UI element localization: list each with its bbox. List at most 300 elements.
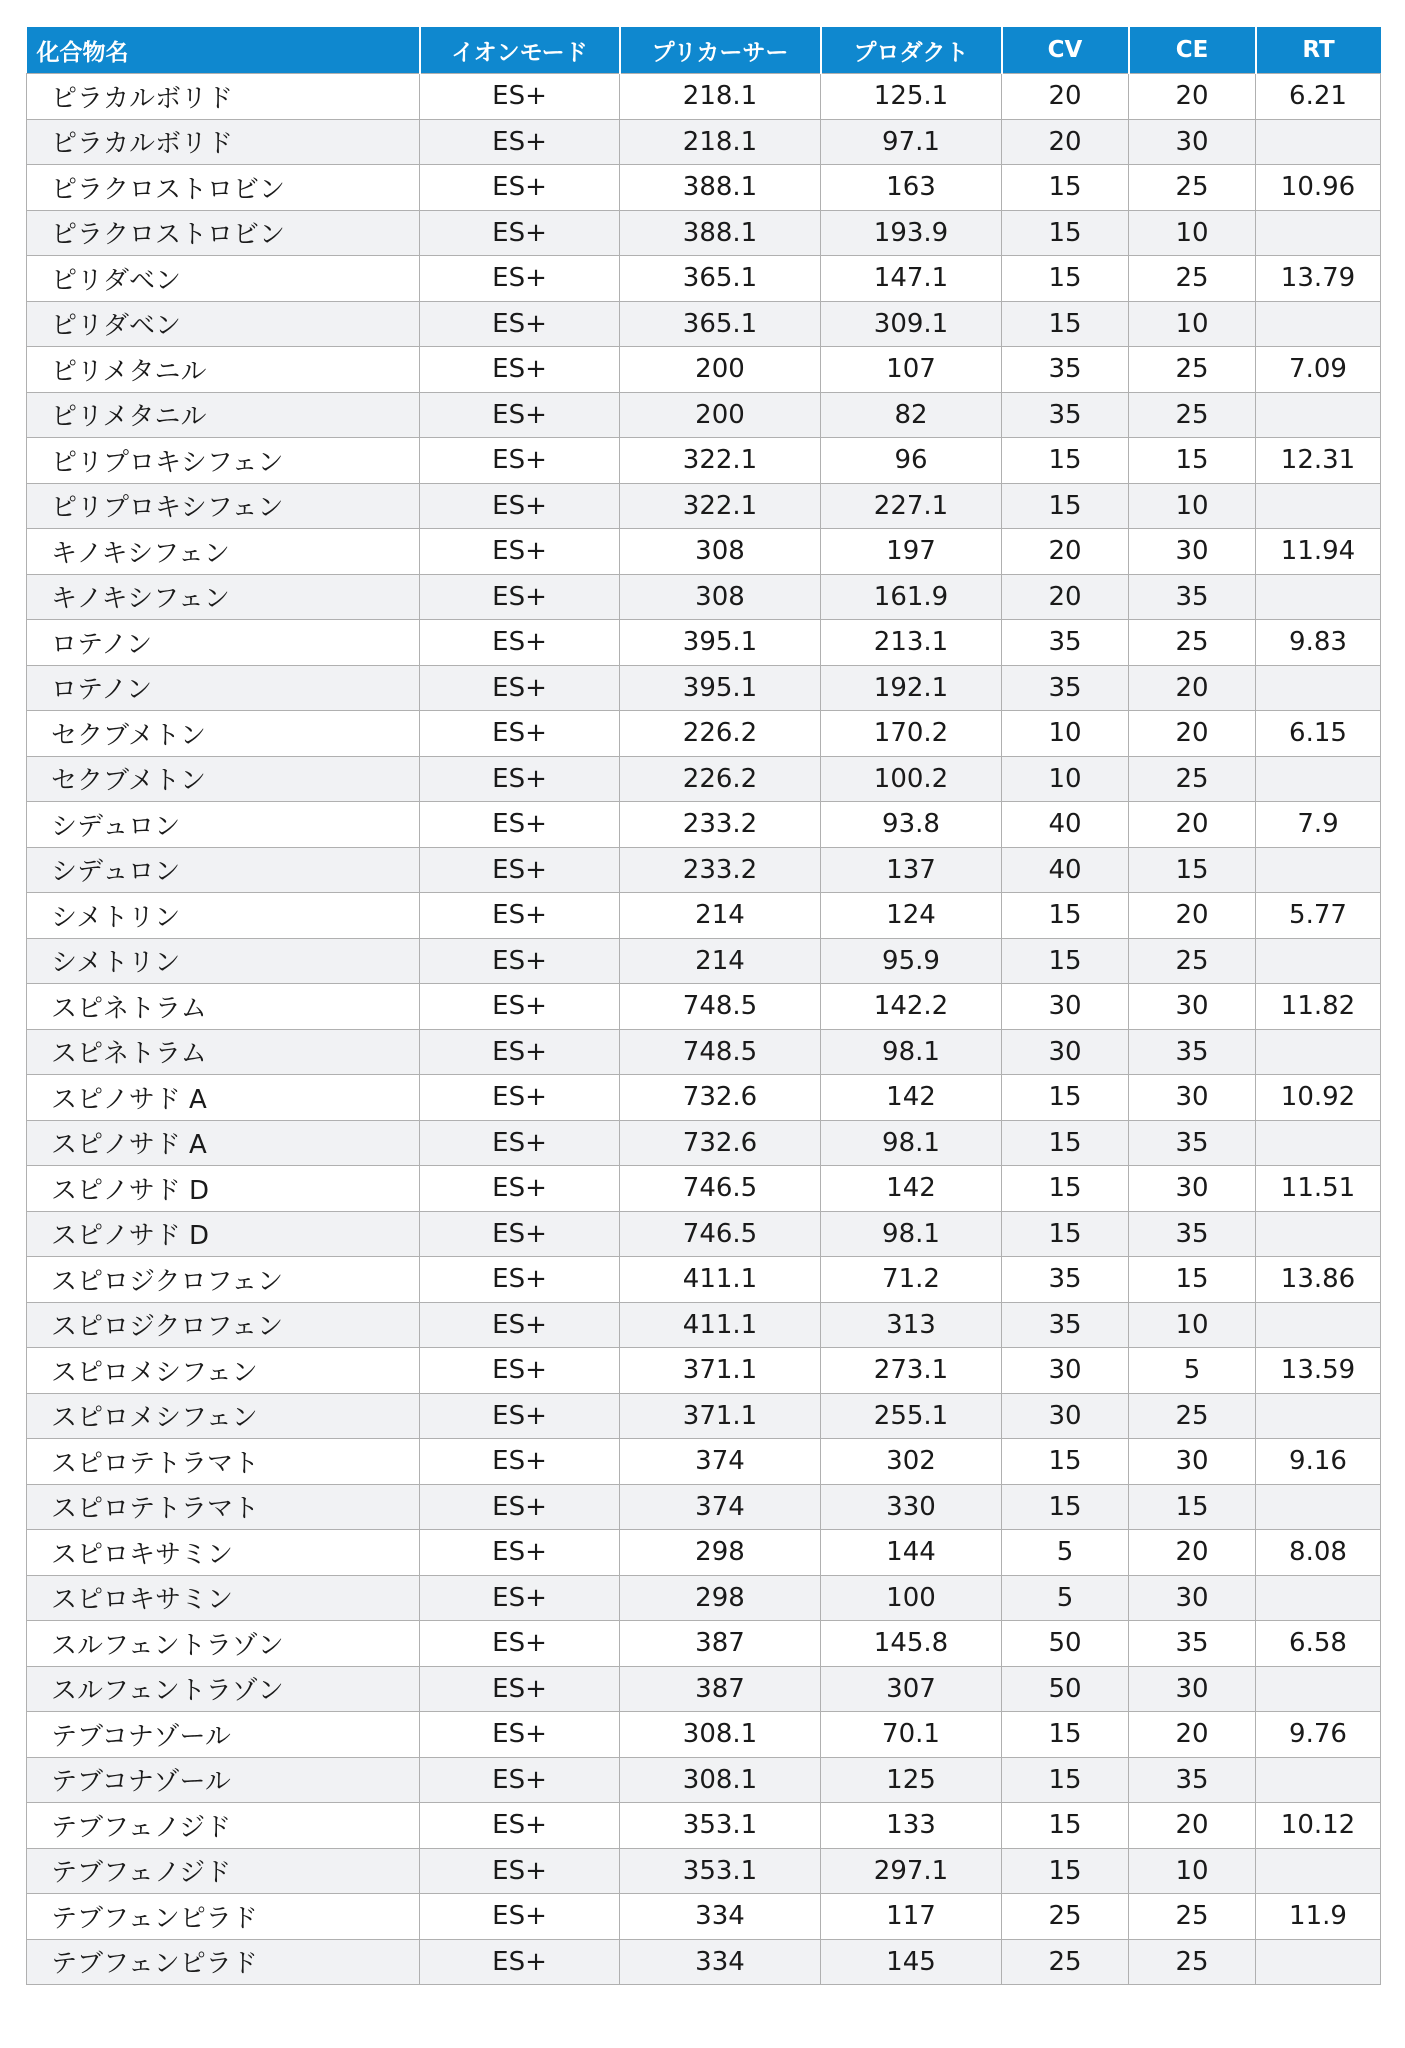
table-row (27, 1257, 1381, 1303)
ion-mode-cell: ES+ (420, 1530, 620, 1576)
cv-cell: 15 (1002, 1075, 1129, 1121)
ce-cell: 20 (1129, 74, 1256, 120)
cv-cell: 35 (1002, 1302, 1129, 1348)
table-row (27, 1029, 1381, 1075)
ce-cell: 30 (1129, 1075, 1256, 1121)
precursor-cell: 387 (620, 1621, 821, 1667)
cv-cell: 20 (1002, 119, 1129, 165)
rt-cell (1256, 1484, 1381, 1530)
precursor-cell: 746.5 (620, 1211, 821, 1257)
table-row (27, 1530, 1381, 1576)
product-cell: 70.1 (821, 1712, 1002, 1758)
header-ion-mode: イオンモード (420, 27, 620, 74)
precursor-cell: 308 (620, 529, 821, 575)
table-row (27, 529, 1381, 575)
product-cell: 163 (821, 165, 1002, 211)
ion-mode-cell: ES+ (420, 438, 620, 484)
rt-cell (1256, 847, 1381, 893)
product-cell: 330 (821, 1484, 1002, 1530)
precursor-cell: 387 (620, 1666, 821, 1712)
precursor-cell: 334 (620, 1939, 821, 1985)
precursor-cell: 308.1 (620, 1757, 821, 1803)
compound-name-cell: スピノサド D (27, 1211, 420, 1257)
ion-mode-cell: ES+ (420, 256, 620, 302)
product-cell: 213.1 (821, 620, 1002, 666)
compound-name-cell: スルフェントラゾン (27, 1621, 420, 1667)
ion-mode-cell: ES+ (420, 1120, 620, 1166)
table-row (27, 711, 1381, 757)
ion-mode-cell: ES+ (420, 347, 620, 393)
precursor-cell: 214 (620, 938, 821, 984)
precursor-cell: 732.6 (620, 1120, 821, 1166)
table-row (27, 256, 1381, 302)
ion-mode-cell: ES+ (420, 1166, 620, 1212)
compound-name-cell: ピラクロストロビン (27, 165, 420, 211)
rt-cell: 6.21 (1256, 74, 1381, 120)
product-cell: 125 (821, 1757, 1002, 1803)
ce-cell: 25 (1129, 756, 1256, 802)
ion-mode-cell: ES+ (420, 1575, 620, 1621)
table-row (27, 1939, 1381, 1985)
cv-cell: 15 (1002, 1120, 1129, 1166)
product-cell: 107 (821, 347, 1002, 393)
precursor-cell: 200 (620, 392, 821, 438)
compound-name-cell: ピリダベン (27, 301, 420, 347)
precursor-cell: 365.1 (620, 256, 821, 302)
ce-cell: 20 (1129, 1803, 1256, 1849)
cv-cell: 40 (1002, 802, 1129, 848)
ce-cell: 25 (1129, 938, 1256, 984)
table-row (27, 1166, 1381, 1212)
product-cell: 227.1 (821, 483, 1002, 529)
rt-cell (1256, 938, 1381, 984)
ion-mode-cell: ES+ (420, 756, 620, 802)
rt-cell (1256, 665, 1381, 711)
table-body (27, 74, 1381, 1985)
cv-cell: 30 (1002, 1029, 1129, 1075)
ce-cell: 15 (1129, 1257, 1256, 1303)
cv-cell: 50 (1002, 1666, 1129, 1712)
product-cell: 297.1 (821, 1848, 1002, 1894)
product-cell: 147.1 (821, 256, 1002, 302)
product-cell: 273.1 (821, 1348, 1002, 1394)
ion-mode-cell: ES+ (420, 893, 620, 939)
table-row (27, 1348, 1381, 1394)
ion-mode-cell: ES+ (420, 1075, 620, 1121)
cv-cell: 40 (1002, 847, 1129, 893)
ce-cell: 20 (1129, 665, 1256, 711)
ce-cell: 25 (1129, 1894, 1256, 1940)
precursor-cell: 218.1 (620, 74, 821, 120)
cv-cell: 35 (1002, 620, 1129, 666)
table-row (27, 984, 1381, 1030)
precursor-cell: 308 (620, 574, 821, 620)
compound-name-cell: キノキシフェン (27, 574, 420, 620)
compound-name-cell: スピロテトラマト (27, 1484, 420, 1530)
compound-name-cell: スルフェントラゾン (27, 1666, 420, 1712)
rt-cell (1256, 1575, 1381, 1621)
product-cell: 98.1 (821, 1211, 1002, 1257)
precursor-cell: 365.1 (620, 301, 821, 347)
ion-mode-cell: ES+ (420, 1302, 620, 1348)
precursor-cell: 218.1 (620, 119, 821, 165)
table-row (27, 665, 1381, 711)
ion-mode-cell: ES+ (420, 119, 620, 165)
rt-cell (1256, 119, 1381, 165)
ce-cell: 20 (1129, 893, 1256, 939)
ce-cell: 5 (1129, 1348, 1256, 1394)
cv-cell: 15 (1002, 301, 1129, 347)
rt-cell: 11.82 (1256, 984, 1381, 1030)
product-cell: 197 (821, 529, 1002, 575)
rt-cell (1256, 574, 1381, 620)
compound-name-cell: ピラクロストロビン (27, 210, 420, 256)
rt-cell: 11.9 (1256, 1894, 1381, 1940)
ion-mode-cell: ES+ (420, 1712, 620, 1758)
cv-cell: 30 (1002, 984, 1129, 1030)
compound-name-cell: スピロキサミン (27, 1575, 420, 1621)
ce-cell: 20 (1129, 802, 1256, 848)
product-cell: 170.2 (821, 711, 1002, 757)
ion-mode-cell: ES+ (420, 620, 620, 666)
product-cell: 145.8 (821, 1621, 1002, 1667)
header-compound-name: 化合物名 (27, 27, 420, 74)
precursor-cell: 371.1 (620, 1393, 821, 1439)
table-row (27, 438, 1381, 484)
product-cell: 192.1 (821, 665, 1002, 711)
rt-cell (1256, 1393, 1381, 1439)
ion-mode-cell: ES+ (420, 165, 620, 211)
precursor-cell: 411.1 (620, 1302, 821, 1348)
product-cell: 307 (821, 1666, 1002, 1712)
ion-mode-cell: ES+ (420, 847, 620, 893)
table-row (27, 1393, 1381, 1439)
rt-cell (1256, 1939, 1381, 1985)
table-row (27, 392, 1381, 438)
rt-cell: 11.51 (1256, 1166, 1381, 1212)
product-cell: 302 (821, 1439, 1002, 1485)
ion-mode-cell: ES+ (420, 1894, 620, 1940)
precursor-cell: 374 (620, 1439, 821, 1485)
cv-cell: 30 (1002, 1393, 1129, 1439)
precursor-cell: 233.2 (620, 802, 821, 848)
ion-mode-cell: ES+ (420, 1257, 620, 1303)
precursor-cell: 233.2 (620, 847, 821, 893)
rt-cell: 11.94 (1256, 529, 1381, 575)
cv-cell: 15 (1002, 256, 1129, 302)
product-cell: 117 (821, 1894, 1002, 1940)
rt-cell: 13.86 (1256, 1257, 1381, 1303)
rt-cell: 10.92 (1256, 1075, 1381, 1121)
rt-cell (1256, 483, 1381, 529)
rt-cell: 5.77 (1256, 893, 1381, 939)
compound-name-cell: セクブメトン (27, 756, 420, 802)
ce-cell: 25 (1129, 392, 1256, 438)
compound-name-cell: ロテノン (27, 620, 420, 666)
table-row (27, 938, 1381, 984)
ion-mode-cell: ES+ (420, 74, 620, 120)
compound-name-cell: スピロジクロフェン (27, 1302, 420, 1348)
ce-cell: 20 (1129, 1712, 1256, 1758)
precursor-cell: 411.1 (620, 1257, 821, 1303)
product-cell: 98.1 (821, 1120, 1002, 1166)
compound-name-cell: キノキシフェン (27, 529, 420, 575)
cv-cell: 20 (1002, 74, 1129, 120)
ion-mode-cell: ES+ (420, 1029, 620, 1075)
compound-name-cell: ピリダベン (27, 256, 420, 302)
table-row (27, 1439, 1381, 1485)
precursor-cell: 732.6 (620, 1075, 821, 1121)
compound-name-cell: ピリプロキシフェン (27, 438, 420, 484)
compound-name-cell: スピネトラム (27, 984, 420, 1030)
table-row (27, 74, 1381, 120)
rt-cell (1256, 1302, 1381, 1348)
rt-cell: 7.09 (1256, 347, 1381, 393)
cv-cell: 15 (1002, 1712, 1129, 1758)
table-row (27, 1803, 1381, 1849)
rt-cell (1256, 1666, 1381, 1712)
product-cell: 142 (821, 1075, 1002, 1121)
compound-name-cell: テブコナゾール (27, 1712, 420, 1758)
precursor-cell: 388.1 (620, 210, 821, 256)
table-row (27, 620, 1381, 666)
ion-mode-cell: ES+ (420, 984, 620, 1030)
rt-cell: 13.59 (1256, 1348, 1381, 1394)
cv-cell: 35 (1002, 392, 1129, 438)
precursor-cell: 374 (620, 1484, 821, 1530)
table-row (27, 1894, 1381, 1940)
cv-cell: 15 (1002, 1803, 1129, 1849)
ion-mode-cell: ES+ (420, 1757, 620, 1803)
product-cell: 82 (821, 392, 1002, 438)
ce-cell: 20 (1129, 1530, 1256, 1576)
rt-cell (1256, 392, 1381, 438)
cv-cell: 15 (1002, 893, 1129, 939)
cv-cell: 5 (1002, 1575, 1129, 1621)
table-row (27, 1575, 1381, 1621)
table-row (27, 1075, 1381, 1121)
rt-cell (1256, 1211, 1381, 1257)
ion-mode-cell: ES+ (420, 483, 620, 529)
rt-cell (1256, 1757, 1381, 1803)
cv-cell: 35 (1002, 1257, 1129, 1303)
precursor-cell: 388.1 (620, 165, 821, 211)
precursor-cell: 214 (620, 893, 821, 939)
ce-cell: 30 (1129, 119, 1256, 165)
product-cell: 193.9 (821, 210, 1002, 256)
precursor-cell: 308.1 (620, 1712, 821, 1758)
compound-name-cell: セクブメトン (27, 711, 420, 757)
header-product: プロダクト (821, 27, 1002, 74)
header-precursor: プリカーサー (620, 27, 821, 74)
product-cell: 142.2 (821, 984, 1002, 1030)
precursor-cell: 322.1 (620, 483, 821, 529)
table-row (27, 802, 1381, 848)
precursor-cell: 334 (620, 1894, 821, 1940)
compound-name-cell: スピロジクロフェン (27, 1257, 420, 1303)
rt-cell: 9.76 (1256, 1712, 1381, 1758)
ce-cell: 15 (1129, 438, 1256, 484)
ce-cell: 30 (1129, 1166, 1256, 1212)
table-row (27, 893, 1381, 939)
ce-cell: 25 (1129, 1939, 1256, 1985)
compound-name-cell: ピリメタニル (27, 392, 420, 438)
compound-name-cell: テブフェノジド (27, 1803, 420, 1849)
compound-table (26, 27, 1381, 1985)
precursor-cell: 353.1 (620, 1848, 821, 1894)
rt-cell: 10.12 (1256, 1803, 1381, 1849)
ce-cell: 25 (1129, 620, 1256, 666)
table-row (27, 1712, 1381, 1758)
table-row (27, 1302, 1381, 1348)
rt-cell (1256, 210, 1381, 256)
compound-name-cell: シメトリン (27, 893, 420, 939)
product-cell: 125.1 (821, 74, 1002, 120)
cv-cell: 15 (1002, 210, 1129, 256)
ion-mode-cell: ES+ (420, 1393, 620, 1439)
ion-mode-cell: ES+ (420, 1939, 620, 1985)
ce-cell: 35 (1129, 1757, 1256, 1803)
cv-cell: 20 (1002, 574, 1129, 620)
cv-cell: 15 (1002, 1166, 1129, 1212)
table-row (27, 756, 1381, 802)
rt-cell: 9.16 (1256, 1439, 1381, 1485)
ce-cell: 35 (1129, 1211, 1256, 1257)
cv-cell: 20 (1002, 529, 1129, 575)
compound-name-cell: スピロキサミン (27, 1530, 420, 1576)
table-row (27, 301, 1381, 347)
product-cell: 142 (821, 1166, 1002, 1212)
table-row (27, 347, 1381, 393)
ion-mode-cell: ES+ (420, 1848, 620, 1894)
rt-cell (1256, 756, 1381, 802)
table-row (27, 1621, 1381, 1667)
product-cell: 137 (821, 847, 1002, 893)
rt-cell: 6.58 (1256, 1621, 1381, 1667)
cv-cell: 10 (1002, 756, 1129, 802)
ion-mode-cell: ES+ (420, 1484, 620, 1530)
ce-cell: 25 (1129, 256, 1256, 302)
compound-name-cell: テブフェンピラド (27, 1939, 420, 1985)
compound-name-cell: シデュロン (27, 847, 420, 893)
table-row (27, 1848, 1381, 1894)
compound-name-cell: スピロメシフェン (27, 1348, 420, 1394)
precursor-cell: 748.5 (620, 984, 821, 1030)
compound-name-cell: シメトリン (27, 938, 420, 984)
ce-cell: 35 (1129, 1621, 1256, 1667)
compound-name-cell: スピロテトラマト (27, 1439, 420, 1485)
rt-cell (1256, 1029, 1381, 1075)
table-row (27, 1484, 1381, 1530)
cv-cell: 15 (1002, 1439, 1129, 1485)
rt-cell: 9.83 (1256, 620, 1381, 666)
cv-cell: 15 (1002, 938, 1129, 984)
ion-mode-cell: ES+ (420, 392, 620, 438)
ion-mode-cell: ES+ (420, 210, 620, 256)
product-cell: 100.2 (821, 756, 1002, 802)
ion-mode-cell: ES+ (420, 1348, 620, 1394)
ion-mode-cell: ES+ (420, 1439, 620, 1485)
ion-mode-cell: ES+ (420, 529, 620, 575)
ion-mode-cell: ES+ (420, 301, 620, 347)
cv-cell: 35 (1002, 347, 1129, 393)
ion-mode-cell: ES+ (420, 1211, 620, 1257)
product-cell: 133 (821, 1803, 1002, 1849)
ce-cell: 35 (1129, 1029, 1256, 1075)
table-row (27, 165, 1381, 211)
ce-cell: 10 (1129, 210, 1256, 256)
compound-name-cell: スピノサド D (27, 1166, 420, 1212)
rt-cell (1256, 1120, 1381, 1166)
ce-cell: 35 (1129, 1120, 1256, 1166)
product-cell: 100 (821, 1575, 1002, 1621)
rt-cell: 13.79 (1256, 256, 1381, 302)
product-cell: 145 (821, 1939, 1002, 1985)
precursor-cell: 322.1 (620, 438, 821, 484)
compound-name-cell: スピネトラム (27, 1029, 420, 1075)
compound-name-cell: スピノサド A (27, 1120, 420, 1166)
product-cell: 93.8 (821, 802, 1002, 848)
product-cell: 124 (821, 893, 1002, 939)
header-rt: RT (1256, 27, 1381, 74)
ce-cell: 30 (1129, 984, 1256, 1030)
rt-cell: 7.9 (1256, 802, 1381, 848)
ce-cell: 10 (1129, 483, 1256, 529)
compound-name-cell: テブフェンピラド (27, 1894, 420, 1940)
product-cell: 98.1 (821, 1029, 1002, 1075)
table-row (27, 1120, 1381, 1166)
table-row (27, 483, 1381, 529)
ion-mode-cell: ES+ (420, 574, 620, 620)
rt-cell (1256, 1848, 1381, 1894)
cv-cell: 15 (1002, 1484, 1129, 1530)
precursor-cell: 298 (620, 1530, 821, 1576)
ce-cell: 30 (1129, 1666, 1256, 1712)
cv-cell: 15 (1002, 1757, 1129, 1803)
ce-cell: 10 (1129, 301, 1256, 347)
ce-cell: 10 (1129, 1848, 1256, 1894)
ce-cell: 25 (1129, 347, 1256, 393)
rt-cell: 6.15 (1256, 711, 1381, 757)
product-cell: 255.1 (821, 1393, 1002, 1439)
cv-cell: 10 (1002, 711, 1129, 757)
ion-mode-cell: ES+ (420, 1803, 620, 1849)
precursor-cell: 395.1 (620, 665, 821, 711)
table-row (27, 210, 1381, 256)
table-row (27, 847, 1381, 893)
ce-cell: 20 (1129, 711, 1256, 757)
ion-mode-cell: ES+ (420, 802, 620, 848)
table-row (27, 119, 1381, 165)
cv-cell: 15 (1002, 165, 1129, 211)
precursor-cell: 298 (620, 1575, 821, 1621)
ion-mode-cell: ES+ (420, 1666, 620, 1712)
cv-cell: 30 (1002, 1348, 1129, 1394)
ion-mode-cell: ES+ (420, 938, 620, 984)
ce-cell: 25 (1129, 165, 1256, 211)
compound-name-cell: スピノサド A (27, 1075, 420, 1121)
ce-cell: 25 (1129, 1393, 1256, 1439)
compound-name-cell: テブコナゾール (27, 1757, 420, 1803)
cv-cell: 50 (1002, 1621, 1129, 1667)
cv-cell: 35 (1002, 665, 1129, 711)
cv-cell: 15 (1002, 1211, 1129, 1257)
compound-name-cell: スピロメシフェン (27, 1393, 420, 1439)
rt-cell: 12.31 (1256, 438, 1381, 484)
rt-cell: 8.08 (1256, 1530, 1381, 1576)
compound-name-cell: テブフェノジド (27, 1848, 420, 1894)
compound-name-cell: ピリプロキシフェン (27, 483, 420, 529)
